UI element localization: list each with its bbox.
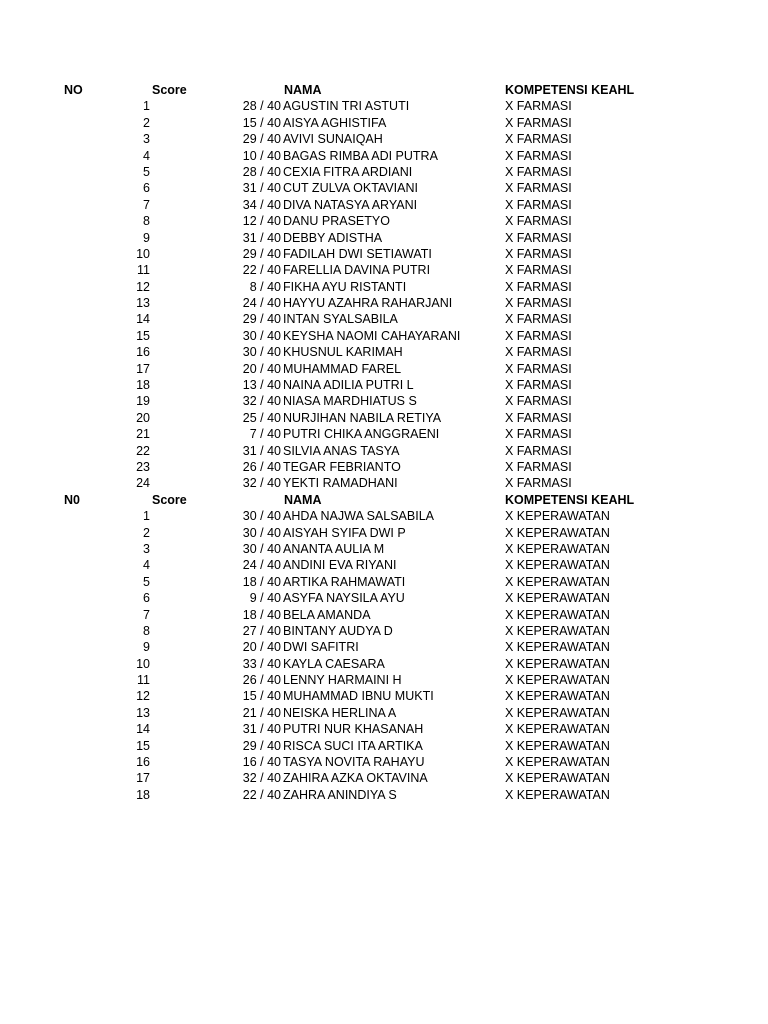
table-row [0,311,768,327]
row-score: 34 / 40 [242,197,281,212]
row-nama: NEISKA HERLINA A [283,705,397,720]
row-nama: KEYSHA NAOMI CAHAYARANI [283,328,461,343]
row-kompetensi: X FARMASI [505,361,572,376]
row-kompetensi: X KEPERAWATAN [505,541,610,556]
row-score: 29 / 40 [242,246,281,261]
table-row [0,262,768,278]
row-score: 9 / 40 [249,591,281,606]
row-kompetensi: X FARMASI [505,246,572,261]
table-row [0,639,768,655]
row-score: 20 / 40 [242,361,281,376]
column-header-no: N0 [64,492,80,507]
row-number: 3 [143,541,150,556]
row-number: 4 [143,558,150,573]
row-nama: DEBBY ADISTHA [283,230,383,245]
row-nama: TASYA NOVITA RAHAYU [283,755,425,770]
row-kompetensi: X FARMASI [505,312,572,327]
row-kompetensi: X KEPERAWATAN [505,574,610,589]
row-kompetensi: X FARMASI [505,296,572,311]
table-row [0,197,768,213]
row-nama: FADILAH DWI SETIAWATI [283,246,432,261]
row-nama: RISCA SUCI ITA ARTIKA [283,738,423,753]
table-row [0,787,768,803]
table-row [0,688,768,704]
row-number: 9 [143,230,150,245]
row-number: 13 [136,296,150,311]
row-number: 10 [136,656,150,671]
table-row [0,279,768,295]
row-kompetensi: X KEPERAWATAN [505,689,610,704]
row-number: 14 [136,722,150,737]
row-score: 22 / 40 [242,787,281,802]
row-nama: HAYYU AZAHRA RAHARJANI [283,296,453,311]
table-row [0,148,768,164]
row-number: 20 [136,410,150,425]
row-number: 16 [136,755,150,770]
row-score: 29 / 40 [242,132,281,147]
table-row [0,180,768,196]
row-kompetensi: X KEPERAWATAN [505,525,610,540]
row-number: 8 [143,623,150,638]
row-nama: CUT ZULVA OKTAVIANI [283,181,418,196]
table-row [0,295,768,311]
row-kompetensi: X KEPERAWATAN [505,656,610,671]
column-header-kompetensi: KOMPETENSI KEAHL [505,492,635,507]
row-kompetensi: X KEPERAWATAN [505,591,610,606]
table-row [0,213,768,229]
table-row [0,361,768,377]
row-number: 13 [136,705,150,720]
row-score: 18 / 40 [242,607,281,622]
row-score: 21 / 40 [242,705,281,720]
row-nama: SILVIA ANAS TASYA [283,443,400,458]
row-nama: ANDINI EVA RIYANI [283,558,397,573]
table-row [0,672,768,688]
row-nama: PUTRI NUR KHASANAH [283,722,424,737]
row-nama: AGUSTIN TRI ASTUTI [283,99,410,114]
row-number: 8 [143,214,150,229]
row-nama: MUHAMMAD FAREL [283,361,402,376]
table-row [0,607,768,623]
row-score: 33 / 40 [242,656,281,671]
row-nama: KHUSNUL KARIMAH [283,345,403,360]
row-score: 15 / 40 [242,689,281,704]
row-nama: CEXIA FITRA ARDIANI [283,164,413,179]
table-row [0,508,768,524]
row-number: 2 [143,115,150,130]
table-row [0,246,768,262]
row-nama: TEGAR FEBRIANTO [283,459,401,474]
row-kompetensi: X FARMASI [505,99,572,114]
row-kompetensi: X KEPERAWATAN [505,640,610,655]
row-nama: NIASA MARDHIATUS S [283,394,417,409]
row-kompetensi: X FARMASI [505,459,572,474]
column-header-score: Score [152,83,187,97]
table-row [0,721,768,737]
row-kompetensi: X FARMASI [505,230,572,245]
row-kompetensi: X KEPERAWATAN [505,787,610,802]
row-score: 7 / 40 [249,427,281,442]
row-score: 15 / 40 [242,115,281,130]
table-row [0,541,768,557]
row-kompetensi: X KEPERAWATAN [505,755,610,770]
row-nama: ANANTA AULIA M [283,541,385,556]
row-kompetensi: X FARMASI [505,328,572,343]
row-score: 30 / 40 [242,328,281,343]
row-nama: FIKHA AYU RISTANTI [283,279,407,294]
row-nama: BELA AMANDA [283,607,371,622]
row-kompetensi: X FARMASI [505,378,572,393]
table-row [0,770,768,786]
row-number: 23 [136,459,150,474]
row-nama: NAINA ADILIA PUTRI L [283,378,414,393]
row-kompetensi: X FARMASI [505,345,572,360]
table-row [0,574,768,590]
table-row [0,426,768,442]
row-kompetensi: X FARMASI [505,427,572,442]
row-nama: YEKTI RAMADHANI [283,476,398,491]
row-nama: AHDA NAJWA SALSABILA [283,509,434,524]
column-header-nama: NAMA [284,492,322,507]
row-score: 30 / 40 [242,525,281,540]
row-nama: AISYAH SYIFA DWI P [283,525,406,540]
table-row [0,131,768,147]
row-score: 31 / 40 [242,181,281,196]
row-score: 31 / 40 [242,230,281,245]
score-sheet [0,82,768,803]
table-row [0,475,768,491]
row-number: 19 [136,394,150,409]
row-score: 12 / 40 [242,214,281,229]
row-number: 6 [143,181,150,196]
row-kompetensi: X KEPERAWATAN [505,705,610,720]
row-score: 18 / 40 [242,574,281,589]
table-row [0,344,768,360]
table-row [0,230,768,246]
table-row [0,98,768,114]
row-number: 7 [143,197,150,212]
row-nama: FARELLIA DAVINA PUTRI [283,263,431,278]
row-score: 30 / 40 [242,509,281,524]
table-row [0,328,768,344]
row-score: 31 / 40 [242,443,281,458]
table-row [0,377,768,393]
row-nama: DWI SAFITRI [283,640,359,655]
row-number: 17 [136,361,150,376]
table-row [0,393,768,409]
row-nama: BINTANY AUDYA D [283,623,393,638]
row-number: 15 [136,738,150,753]
row-kompetensi: X FARMASI [505,279,572,294]
row-kompetensi: X FARMASI [505,410,572,425]
row-score: 25 / 40 [242,410,281,425]
row-score: 22 / 40 [242,263,281,278]
row-score: 30 / 40 [242,345,281,360]
row-number: 11 [137,673,150,688]
row-number: 9 [143,640,150,655]
row-number: 21 [136,427,150,442]
row-kompetensi: X KEPERAWATAN [505,771,610,786]
row-score: 29 / 40 [242,312,281,327]
row-kompetensi: X KEPERAWATAN [505,558,610,573]
table-row [0,738,768,754]
table-row [0,754,768,770]
row-number: 1 [143,509,150,524]
row-score: 28 / 40 [242,164,281,179]
row-nama: AISYA AGHISTIFA [283,115,387,130]
row-kompetensi: X FARMASI [505,132,572,147]
row-number: 15 [136,328,150,343]
header-row [0,82,768,98]
row-kompetensi: X FARMASI [505,476,572,491]
row-number: 18 [136,787,150,802]
row-score: 24 / 40 [242,558,281,573]
row-score: 29 / 40 [242,738,281,753]
row-nama: AVIVI SUNAIQAH [283,132,383,147]
row-kompetensi: X FARMASI [505,443,572,458]
row-kompetensi: X FARMASI [505,164,572,179]
row-score: 16 / 40 [242,755,281,770]
row-score: 8 / 40 [249,279,281,294]
table-row [0,164,768,180]
row-kompetensi: X KEPERAWATAN [505,509,610,524]
row-number: 4 [143,148,150,163]
row-kompetensi: X FARMASI [505,148,572,163]
row-score: 26 / 40 [242,459,281,474]
row-nama: ASYFA NAYSILA AYU [283,591,405,606]
row-nama: ZAHIRA AZKA OKTAVINA [283,771,428,786]
row-number: 5 [143,164,150,179]
row-score: 10 / 40 [242,148,281,163]
table-row [0,410,768,426]
table-row [0,557,768,573]
row-score: 32 / 40 [242,771,281,786]
row-score: 30 / 40 [242,541,281,556]
row-kompetensi: X FARMASI [505,214,572,229]
row-number: 6 [143,591,150,606]
row-score: 20 / 40 [242,640,281,655]
row-nama: NURJIHAN NABILA RETIYA [283,410,442,425]
column-header-kompetensi: KOMPETENSI KEAHL [505,83,635,97]
row-number: 1 [143,99,150,114]
row-number: 24 [136,476,150,491]
row-number: 14 [136,312,150,327]
row-score: 32 / 40 [242,476,281,491]
row-number: 5 [143,574,150,589]
table-row [0,459,768,475]
row-number: 18 [136,378,150,393]
table-row [0,525,768,541]
row-score: 24 / 40 [242,296,281,311]
row-number: 12 [136,689,150,704]
row-number: 17 [136,771,150,786]
row-score: 28 / 40 [242,99,281,114]
row-nama: MUHAMMAD IBNU MUKTI [283,689,434,704]
row-number: 2 [143,525,150,540]
row-score: 13 / 40 [242,378,281,393]
row-kompetensi: X FARMASI [505,197,572,212]
table-row [0,705,768,721]
row-nama: ARTIKA RAHMAWATI [283,574,406,589]
row-score: 31 / 40 [242,722,281,737]
row-nama: ZAHRA ANINDIYA S [283,787,397,802]
row-nama: LENNY HARMAINI H [283,673,402,688]
row-score: 32 / 40 [242,394,281,409]
row-number: 3 [143,132,150,147]
row-score: 27 / 40 [242,623,281,638]
row-kompetensi: X KEPERAWATAN [505,623,610,638]
row-nama: INTAN SYALSABILA [283,312,398,327]
row-nama: PUTRI CHIKA ANGGRAENI [283,427,440,442]
table-row [0,623,768,639]
row-nama: KAYLA CAESARA [283,656,385,671]
row-nama: DANU PRASETYO [283,214,390,229]
row-kompetensi: X FARMASI [505,115,572,130]
column-header-score: Score [152,492,187,507]
row-number: 10 [136,246,150,261]
row-kompetensi: X FARMASI [505,263,572,278]
row-number: 7 [143,607,150,622]
row-number: 12 [136,279,150,294]
row-kompetensi: X FARMASI [505,394,572,409]
table-row [0,656,768,672]
row-number: 16 [136,345,150,360]
table-row [0,590,768,606]
row-kompetensi: X KEPERAWATAN [505,722,610,737]
header-row [0,492,768,508]
row-number: 22 [136,443,150,458]
row-kompetensi: X KEPERAWATAN [505,607,610,622]
row-kompetensi: X FARMASI [505,181,572,196]
row-kompetensi: X KEPERAWATAN [505,738,610,753]
row-nama: DIVA NATASYA ARYANI [283,197,418,212]
row-nama: BAGAS RIMBA ADI PUTRA [283,148,438,163]
row-number: 11 [137,263,150,278]
column-header-no: NO [64,83,83,97]
row-kompetensi: X KEPERAWATAN [505,673,610,688]
row-score: 26 / 40 [242,673,281,688]
column-header-nama: NAMA [284,83,322,97]
table-row [0,443,768,459]
table-row [0,115,768,131]
